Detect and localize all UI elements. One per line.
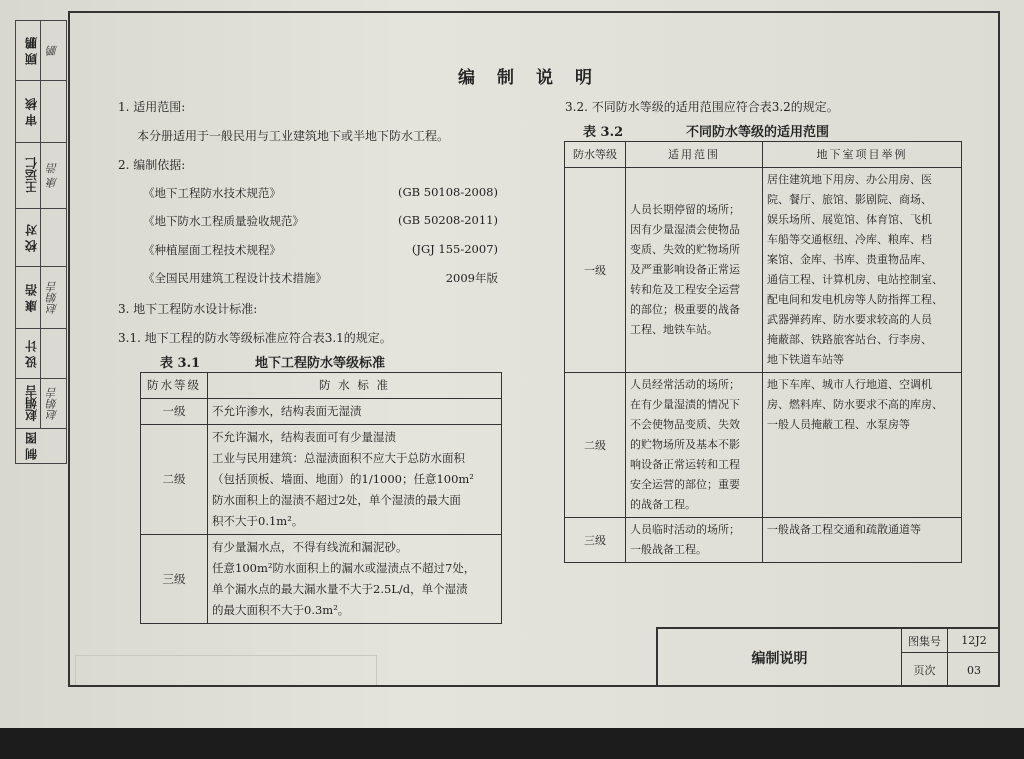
cell-line: 地下铁道车站等 [767,353,844,366]
title-block [656,627,1000,687]
grade-cell: 三级 [565,518,626,563]
standard-cell [208,425,502,535]
grade-cell: 三级 [141,535,208,624]
sidebar-label: 顾 鹏 [24,36,39,65]
reference-code: (GB 50208-2011) [397,213,498,227]
table-row [565,518,962,563]
sidebar-cell-check [16,209,66,267]
example-cell [763,373,962,518]
example-cell [763,168,962,373]
cell-line: 不允许漏水，结构表面可有少量湿渍 [212,430,396,444]
sidebar-label: 王运仁 [24,157,39,194]
sidebar-label: 审 核 [24,97,39,126]
cell-line: 在有少量湿渍的情况下 [630,398,740,411]
sidebar-cell-draw [16,429,66,463]
cell-line: 人员长期停留的场所； [630,203,740,216]
figure-no-value: 12J2 [948,629,1000,653]
cell-line: 的最大面积不大于0.3m²。 [212,603,350,617]
table-row [565,168,962,373]
cell-line: 任意100m²防水面积上的漏水或湿渍点不超过7处， [212,561,476,575]
table-row [141,425,502,535]
cell-line: 居住建筑地下用房、办公用房、医 [767,173,932,186]
cell-line: 娱乐场所、展览馆、体育馆、飞机 [767,213,932,226]
sidebar-cell-kang [16,267,66,329]
cell-line: 通信工程、计算机房、电站控制室、 [767,273,943,286]
scope-cell [626,518,763,563]
cell-line: 安全运营的部位；重要 [630,478,740,491]
scope-cell [626,168,763,373]
section-3-1: 3.1. 地下工程的防水等级标准应符合表3.1的规定。 [118,331,392,345]
reference-code: 2009年版 [445,271,498,285]
standard-cell [208,535,502,624]
section-3-2: 3.2. 不同防水等级的适用范围应符合表3.2的规定。 [565,100,839,114]
table-header: 防 水 标 准 [208,373,502,399]
reference-item [143,242,498,258]
table-header-row [565,142,962,168]
table-row [141,399,502,425]
cell-line: 防水面积上的湿渍不超过2处，单个湿渍的最大面 [212,493,461,507]
sidebar-cell-audit [16,81,66,143]
page-title: 编制说明 [458,68,614,88]
grade-cell: 一级 [141,399,208,425]
cell-line: 武器弹药库、防水要求较高的人员 [767,313,932,326]
sidebar-label: 制 图 [24,431,39,461]
table-3-2-label: 表 3.2 [583,125,624,140]
reference-item [143,185,498,201]
sidebar-label: 设 计 [24,339,39,368]
reference-name: 《种植屋面工程技术规程》 [143,243,281,257]
table-header: 防水等级 [141,373,208,399]
cell-line: 及严重影响设备正常运 [630,263,740,276]
sidebar-cell-review [16,21,66,81]
section-3-heading: 3. 地下工程防水设计标准: [118,302,258,316]
scope-cell [626,373,763,518]
sidebar-signature: 康 浩 [46,162,59,189]
cell-line: 案馆、金库、书库、贵重物品库、 [767,253,932,266]
title-block-name: 编制说明 [658,629,902,687]
section-2-heading: 2. 编制依据: [118,158,186,172]
page-shadow [0,728,1024,759]
reference-name: 《地下工程防水技术规范》 [143,186,281,200]
reference-name: 《全国民用建筑工程设计技术措施》 [143,271,327,285]
standard-cell [208,399,502,425]
table-3-2 [564,141,962,563]
table-3-1 [140,372,502,624]
table-header: 防水等级 [565,142,626,168]
cell-line: 不允许渗水，结构表面无湿渍 [212,404,362,418]
cell-line: 掩蔽部、铁路旅客站台、行李房、 [767,333,932,346]
cell-line: 因有少量湿渍会使物品 [630,223,740,236]
cell-line: 一般战备工程交通和疏散通道等 [767,523,921,536]
cell-line: 地下车库、城市人行地道、空调机 [767,378,932,391]
table-header: 适用范围 [626,142,763,168]
table-3-1-title: 地下工程防水等级标准 [255,356,386,371]
cell-line: 转和危及工程安全运营 [630,283,740,296]
table-header-row [141,373,502,399]
cell-line: 房、燃料库、防水要求不高的库房、 [767,398,943,411]
grade-cell: 二级 [141,425,208,535]
figure-no-label: 图集号 [902,629,948,653]
cell-line: 车船等交通枢纽、冷库、粮库、档 [767,233,932,246]
table-3-2-title: 不同防水等级的适用范围 [686,125,830,140]
reference-code: (GB 50108-2008) [397,185,498,199]
reference-item [143,270,498,286]
section-1-heading: 1. 适用范围: [118,100,186,114]
cell-line: （包括顶板、墙面、地面）的1/1000；任意100m² [212,472,474,486]
cell-line: 一般战备工程。 [630,543,707,556]
cell-line: 单个漏水点的最大漏水量不大于2.5L/d，单个湿渍 [212,582,468,596]
cell-line: 的部位；极重要的战备 [630,303,740,316]
cell-line: 不会使物品变质、失效 [630,418,740,431]
sidebar-label: 校 对 [24,223,39,252]
sidebar-label: 康 浩 [24,283,39,312]
grade-cell: 一级 [565,168,626,373]
reference-item [143,213,498,229]
cell-line: 人员经常活动的场所； [630,378,740,391]
table-3-1-label: 表 3.1 [160,356,201,371]
cell-line: 的战备工程。 [630,498,696,511]
sidebar-signature: 鹏 [46,45,59,56]
signature-sidebar [15,20,67,464]
page-no-label: 页次 [902,653,948,687]
cell-line: 的贮物场所及基本不影 [630,438,740,451]
sidebar-cell-wang [16,143,66,209]
sidebar-cell-zhao [16,379,66,429]
example-cell [763,518,962,563]
table-row [141,535,502,624]
reference-code: (JGJ 155-2007) [411,242,498,256]
table-header: 地下室项目举例 [763,142,962,168]
grade-cell: 二级 [565,373,626,518]
cell-line: 院、餐厅、旅馆、影剧院、商场、 [767,193,932,206]
cell-line: 工程、地铁车站。 [630,323,718,336]
sidebar-signature: 赵娟吉 [46,281,59,314]
cell-line: 配电间和发电机房等人防指挥工程、 [767,293,943,306]
cell-line: 变质、失效的贮物场所 [630,243,740,256]
page-no-value: 03 [967,663,981,677]
cell-line: 工业与民用建筑：总湿渍面积不应大于总防水面积 [212,451,465,465]
cell-line: 一般人员掩蔽工程、水泵房等 [767,418,910,431]
reference-name: 《地下防水工程质量验收规范》 [143,214,304,228]
cell-line: 积不大于0.1m²。 [212,514,304,528]
cell-line: 人员临时活动的场所； [630,523,740,536]
section-1-body: 本分册适用于一般民用与工业建筑地下或半地下防水工程。 [137,129,450,143]
sidebar-label: 赵娟吉 [24,385,39,422]
sidebar-cell-design [16,329,66,379]
cell-line: 响设备正常运转和工程 [630,458,740,471]
cell-line: 有少量漏水点，不得有线流和漏泥砂。 [212,540,408,554]
table-row [565,373,962,518]
sidebar-signature: 赵娟吉 [46,387,59,420]
